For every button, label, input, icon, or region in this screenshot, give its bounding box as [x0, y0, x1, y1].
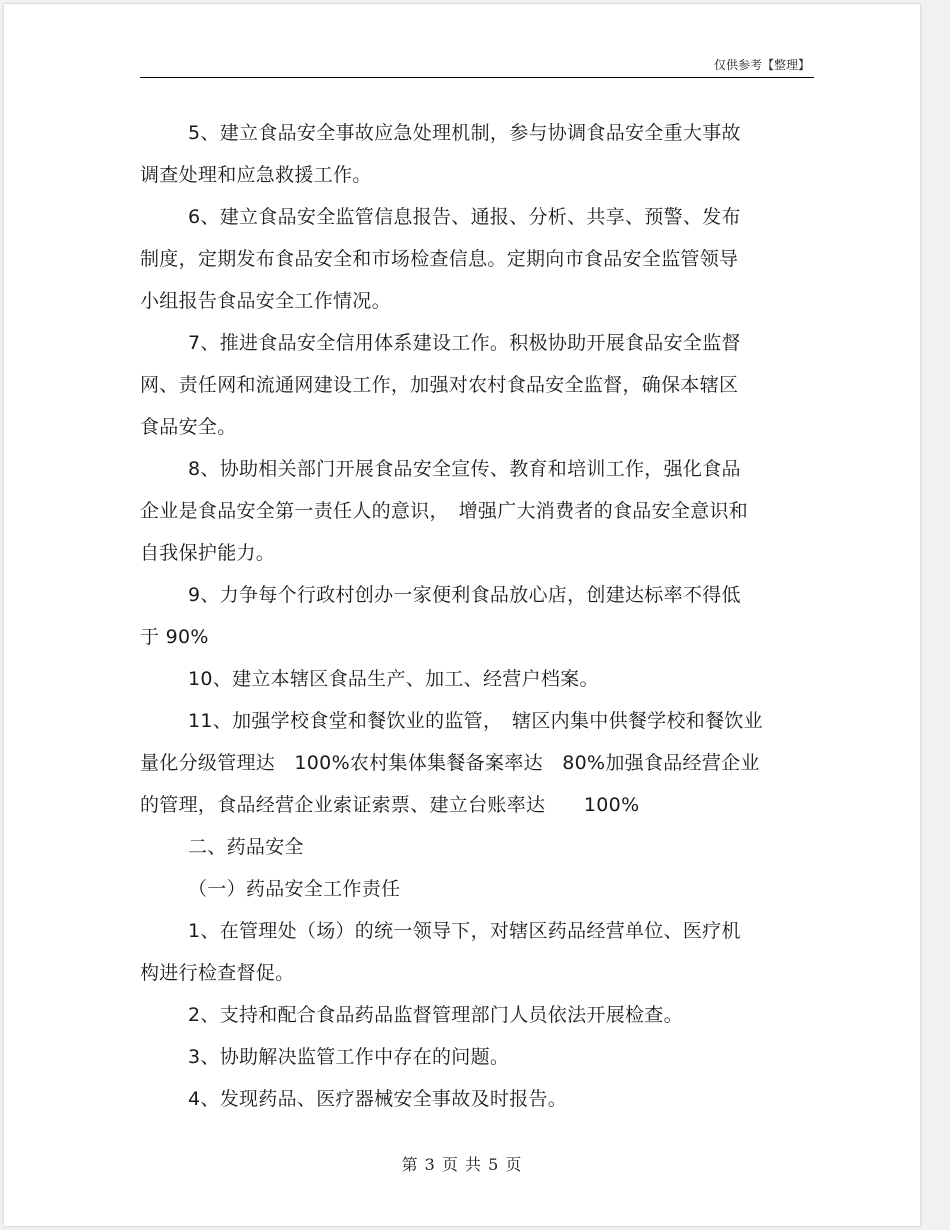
paragraph [140, 826, 820, 868]
paragraph [140, 994, 820, 1036]
text-line: 11、加强学校食堂和餐饮业的监管， 辖区内集中供餐学校和餐饮业 [188, 710, 763, 732]
text-line: 小组报告食品安全工作情况。 [140, 290, 391, 312]
text-line: 量化分级管理达 100%农村集体集餐备案率达 80%加强食品经营企业 [140, 752, 760, 774]
paragraph [140, 1078, 820, 1120]
paragraph [140, 448, 820, 574]
document-page [4, 4, 920, 1226]
text-line: 构进行检查督促。 [140, 962, 295, 984]
text-line: 于 90% [140, 626, 209, 648]
text-line: 自我保护能力。 [140, 542, 276, 564]
paragraph [140, 322, 820, 448]
header-label: 仅供参考【整理】 [713, 58, 810, 72]
paragraph [140, 910, 820, 994]
text-line: 7、推进食品安全信用体系建设工作。积极协助开展食品安全监督 [188, 332, 741, 354]
text-line: 1、在管理处（场）的统一领导下，对辖区药品经营单位、医疗机 [188, 920, 741, 942]
paragraph [140, 868, 820, 910]
paragraph [140, 1036, 820, 1078]
text-line: 8、协助相关部门开展食品安全宣传、教育和培训工作，强化食品 [188, 458, 741, 480]
paragraph [140, 658, 820, 700]
page-number-footer: 第 3 页 共 5 页 [401, 1155, 523, 1174]
text-line: 4、发现药品、医疗器械安全事故及时报告。 [188, 1088, 568, 1110]
text-line: 6、建立食品安全监管信息报告、通报、分析、共享、预警、发布 [188, 206, 741, 228]
text-line: 10、建立本辖区食品生产、加工、经营户档案。 [188, 668, 599, 690]
text-line: （一）药品安全工作责任 [188, 878, 401, 900]
text-line: 企业是食品安全第一责任人的意识， 增强广大消费者的食品安全意识和 [140, 500, 749, 522]
paragraph [140, 196, 820, 322]
text-line: 制度，定期发布食品安全和市场检查信息。定期向市食品安全监管领导 [140, 248, 739, 270]
text-line: 食品安全。 [140, 416, 237, 438]
text-line: 2、支持和配合食品药品监督管理部门人员依法开展检查。 [188, 1004, 683, 1026]
paragraph [140, 574, 820, 658]
paragraph [140, 700, 820, 826]
text-line: 9、力争每个行政村创办一家便利食品放心店，创建达标率不得低 [188, 584, 741, 606]
header-rule [140, 77, 814, 78]
document-body [140, 112, 820, 1120]
text-line: 3、协助解决监管工作中存在的问题。 [188, 1046, 510, 1068]
text-line: 二、药品安全 [188, 836, 304, 858]
text-line: 调查处理和应急救援工作。 [140, 164, 372, 186]
text-line: 5、建立食品安全事故应急处理机制，参与协调食品安全重大事故 [188, 122, 741, 144]
text-line: 的管理，食品经营企业索证索票、建立台账率达 100% [140, 794, 640, 816]
paragraph [140, 112, 820, 196]
text-line: 网、责任网和流通网建设工作，加强对农村食品安全监督，确保本辖区 [140, 374, 739, 396]
